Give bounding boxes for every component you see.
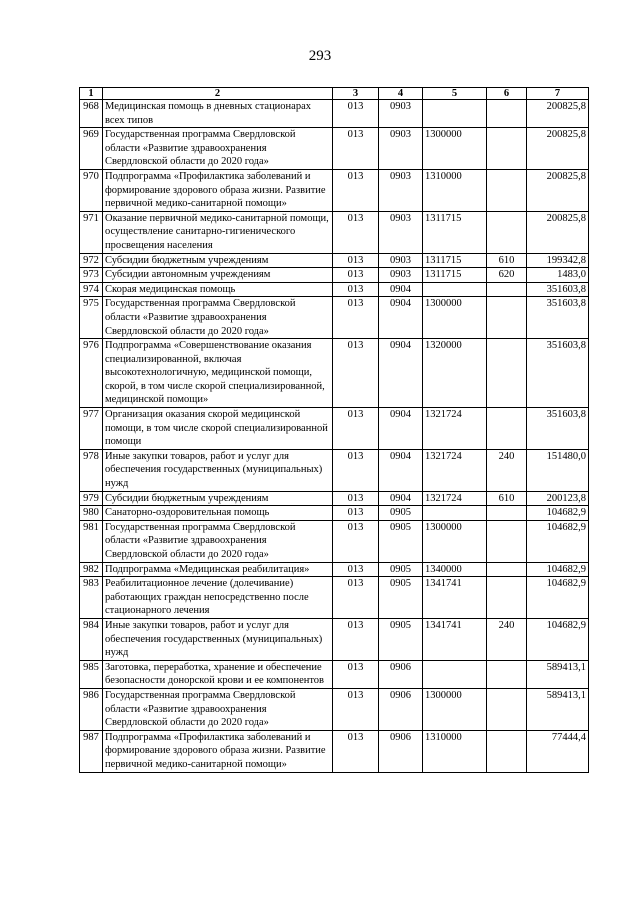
row-expense-type: 610 (487, 491, 527, 506)
header-col-7: 7 (527, 88, 589, 100)
row-target-code: 1310000 (423, 730, 487, 772)
row-amount: 77444,4 (527, 730, 589, 772)
row-amount: 104682,9 (527, 506, 589, 521)
row-section-code: 0905 (379, 577, 423, 619)
row-ministry-code: 013 (333, 169, 379, 211)
row-ministry-code: 013 (333, 618, 379, 660)
row-section-code: 0904 (379, 408, 423, 450)
row-section-code: 0905 (379, 520, 423, 562)
row-expense-type (487, 562, 527, 577)
row-section-code: 0905 (379, 618, 423, 660)
row-amount: 200123,8 (527, 491, 589, 506)
row-number: 984 (80, 618, 103, 660)
header-col-4: 4 (379, 88, 423, 100)
row-section-code: 0906 (379, 730, 423, 772)
table-row (80, 339, 589, 408)
row-amount: 104682,9 (527, 562, 589, 577)
row-section-code: 0903 (379, 169, 423, 211)
row-ministry-code: 013 (333, 100, 379, 128)
table-row (80, 211, 589, 253)
row-amount: 351603,8 (527, 408, 589, 450)
row-section-code: 0903 (379, 253, 423, 268)
table-row (80, 618, 589, 660)
row-section-code: 0905 (379, 562, 423, 577)
row-expense-type (487, 128, 527, 170)
row-amount: 351603,8 (527, 297, 589, 339)
row-expense-type (487, 297, 527, 339)
row-name: Медицинская помощь в дневных стационарах всех типов (103, 100, 333, 128)
row-expense-type (487, 660, 527, 688)
table-row (80, 491, 589, 506)
row-target-code: 1340000 (423, 562, 487, 577)
row-section-code: 0903 (379, 100, 423, 128)
row-section-code: 0906 (379, 688, 423, 730)
table-row (80, 506, 589, 521)
table-row (80, 660, 589, 688)
row-expense-type (487, 730, 527, 772)
row-number: 979 (80, 491, 103, 506)
row-number: 975 (80, 297, 103, 339)
table-row (80, 169, 589, 211)
row-amount: 151480,0 (527, 449, 589, 491)
header-col-2: 2 (103, 88, 333, 100)
row-amount: 589413,1 (527, 688, 589, 730)
row-amount: 200825,8 (527, 211, 589, 253)
row-section-code: 0904 (379, 339, 423, 408)
row-ministry-code: 013 (333, 408, 379, 450)
table-row (80, 562, 589, 577)
row-number: 978 (80, 449, 103, 491)
table-row (80, 730, 589, 772)
row-ministry-code: 013 (333, 211, 379, 253)
row-ministry-code: 013 (333, 520, 379, 562)
table-header (80, 88, 589, 100)
row-amount: 200825,8 (527, 169, 589, 211)
row-number: 968 (80, 100, 103, 128)
row-number: 985 (80, 660, 103, 688)
row-amount: 200825,8 (527, 128, 589, 170)
row-amount: 199342,8 (527, 253, 589, 268)
row-amount: 200825,8 (527, 100, 589, 128)
row-amount: 351603,8 (527, 282, 589, 297)
row-target-code: 1311715 (423, 253, 487, 268)
row-name: Субсидии бюджетным учреждениям (103, 491, 333, 506)
row-section-code: 0903 (379, 211, 423, 253)
row-name: Организация оказания скорой медицинской помощи, в том числе скорой специализированной помощи (103, 408, 333, 450)
row-number: 973 (80, 268, 103, 283)
row-target-code (423, 282, 487, 297)
row-ministry-code: 013 (333, 268, 379, 283)
page-number: 293 (308, 48, 332, 64)
row-target-code: 1320000 (423, 339, 487, 408)
row-number: 977 (80, 408, 103, 450)
row-name: Государственная программа Свердловской области «Развитие здравоохранения Свердловской области до 2020 года» (103, 128, 333, 170)
row-name: Подпрограмма «Медицинская реабилитация» (103, 562, 333, 577)
header-col-6: 6 (487, 88, 527, 100)
row-expense-type (487, 211, 527, 253)
row-ministry-code: 013 (333, 339, 379, 408)
row-name: Субсидии автономным учреждениям (103, 268, 333, 283)
header-col-1: 1 (80, 88, 103, 100)
row-section-code: 0903 (379, 128, 423, 170)
header-row (80, 88, 589, 100)
row-target-code: 1310000 (423, 169, 487, 211)
row-name: Иные закупки товаров, работ и услуг для обеспечения государственных (муниципальных) нужд (103, 618, 333, 660)
row-section-code: 0904 (379, 449, 423, 491)
row-name: Оказание первичной медико-санитарной помощи, осуществление санитарно-гигиенического просвещения населения (103, 211, 333, 253)
row-section-code: 0905 (379, 506, 423, 521)
row-expense-type (487, 688, 527, 730)
row-number: 974 (80, 282, 103, 297)
row-expense-type (487, 520, 527, 562)
row-target-code: 1311715 (423, 268, 487, 283)
table-row (80, 577, 589, 619)
row-number: 976 (80, 339, 103, 408)
table-row (80, 449, 589, 491)
row-target-code: 1341741 (423, 618, 487, 660)
row-section-code: 0904 (379, 282, 423, 297)
header-col-3: 3 (333, 88, 379, 100)
row-target-code (423, 506, 487, 521)
row-expense-type (487, 100, 527, 128)
row-amount: 104682,9 (527, 577, 589, 619)
row-expense-type: 620 (487, 268, 527, 283)
row-expense-type (487, 506, 527, 521)
row-expense-type (487, 577, 527, 619)
row-ministry-code: 013 (333, 297, 379, 339)
row-ministry-code: 013 (333, 128, 379, 170)
row-target-code: 1300000 (423, 128, 487, 170)
row-target-code: 1300000 (423, 297, 487, 339)
row-name: Реабилитационное лечение (долечивание) работающих граждан непосредственно после стационарного лечения (103, 577, 333, 619)
row-ministry-code: 013 (333, 730, 379, 772)
row-section-code: 0906 (379, 660, 423, 688)
table-row (80, 100, 589, 128)
row-number: 982 (80, 562, 103, 577)
row-target-code: 1341741 (423, 577, 487, 619)
row-number: 981 (80, 520, 103, 562)
row-amount: 1483,0 (527, 268, 589, 283)
row-section-code: 0903 (379, 268, 423, 283)
row-target-code: 1311715 (423, 211, 487, 253)
row-amount: 104682,9 (527, 520, 589, 562)
table-row (80, 253, 589, 268)
row-name: Заготовка, переработка, хранение и обеспечение безопасности донорской крови и ее компонентов (103, 660, 333, 688)
row-ministry-code: 013 (333, 491, 379, 506)
table-row (80, 268, 589, 283)
row-name: Подпрограмма «Профилактика заболеваний и формирование здорового образа жизни. Развитие первичной медико-санитарной помощи» (103, 169, 333, 211)
row-target-code: 1300000 (423, 520, 487, 562)
row-amount: 589413,1 (527, 660, 589, 688)
row-expense-type: 240 (487, 618, 527, 660)
row-number: 980 (80, 506, 103, 521)
row-name: Скорая медицинская помощь (103, 282, 333, 297)
row-target-code (423, 660, 487, 688)
row-name: Государственная программа Свердловской области «Развитие здравоохранения Свердловской области до 2020 года» (103, 520, 333, 562)
row-name: Государственная программа Свердловской области «Развитие здравоохранения Свердловской области до 2020 года» (103, 297, 333, 339)
table-row (80, 128, 589, 170)
row-ministry-code: 013 (333, 688, 379, 730)
row-ministry-code: 013 (333, 562, 379, 577)
row-expense-type: 610 (487, 253, 527, 268)
row-expense-type (487, 408, 527, 450)
row-section-code: 0904 (379, 491, 423, 506)
row-amount: 351603,8 (527, 339, 589, 408)
table-row (80, 688, 589, 730)
row-number: 971 (80, 211, 103, 253)
row-ministry-code: 013 (333, 660, 379, 688)
row-ministry-code: 013 (333, 449, 379, 491)
budget-table (79, 87, 589, 773)
row-number: 969 (80, 128, 103, 170)
row-expense-type: 240 (487, 449, 527, 491)
table-row (80, 282, 589, 297)
row-ministry-code: 013 (333, 253, 379, 268)
row-target-code: 1321724 (423, 408, 487, 450)
row-expense-type (487, 339, 527, 408)
row-ministry-code: 013 (333, 577, 379, 619)
row-number: 972 (80, 253, 103, 268)
row-name: Государственная программа Свердловской области «Развитие здравоохранения Свердловской области до 2020 года» (103, 688, 333, 730)
row-target-code: 1300000 (423, 688, 487, 730)
header-col-5: 5 (423, 88, 487, 100)
table-row (80, 408, 589, 450)
row-ministry-code: 013 (333, 506, 379, 521)
row-section-code: 0904 (379, 297, 423, 339)
row-target-code (423, 100, 487, 128)
row-expense-type (487, 169, 527, 211)
row-expense-type (487, 282, 527, 297)
row-number: 970 (80, 169, 103, 211)
row-name: Подпрограмма «Совершенствование оказания специализированной, включая высокотехнологичную, медицинской помощи, скорой, в том числе скорой специализированной, медицинской помощи» (103, 339, 333, 408)
row-name: Субсидии бюджетным учреждениям (103, 253, 333, 268)
table-row (80, 297, 589, 339)
row-target-code: 1321724 (423, 491, 487, 506)
row-ministry-code: 013 (333, 282, 379, 297)
row-name: Подпрограмма «Профилактика заболеваний и формирование здорового образа жизни. Развитие первичной медико-санитарной помощи» (103, 730, 333, 772)
table-body (80, 100, 589, 773)
row-number: 987 (80, 730, 103, 772)
row-name: Санаторно-оздоровительная помощь (103, 506, 333, 521)
row-target-code: 1321724 (423, 449, 487, 491)
table-row (80, 520, 589, 562)
row-name: Иные закупки товаров, работ и услуг для обеспечения государственных (муниципальных) нужд (103, 449, 333, 491)
row-amount: 104682,9 (527, 618, 589, 660)
row-number: 983 (80, 577, 103, 619)
row-number: 986 (80, 688, 103, 730)
